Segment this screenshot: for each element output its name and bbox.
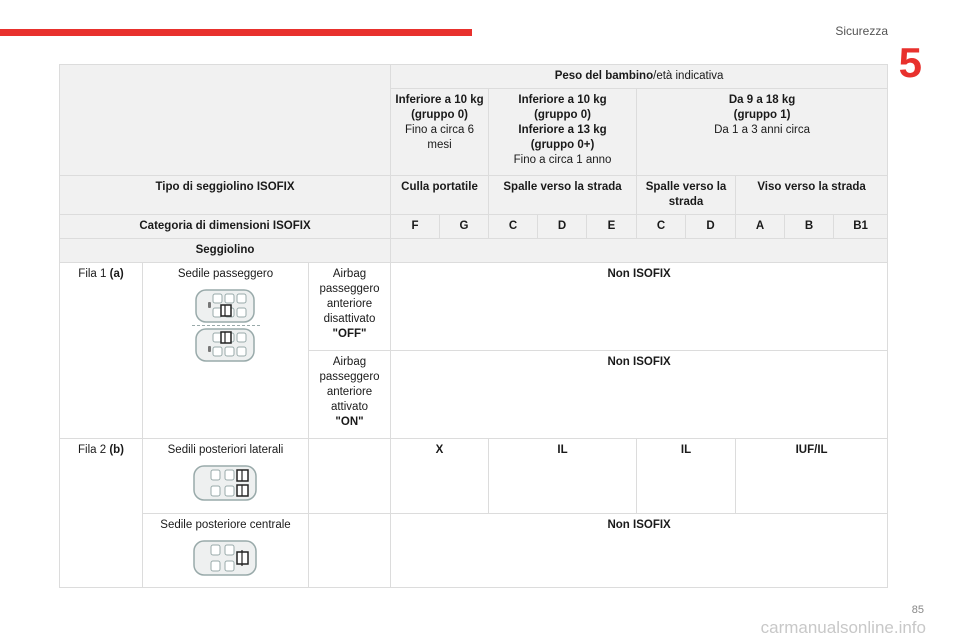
blank-corner-cell	[60, 65, 391, 176]
size-category-value: D	[686, 215, 736, 239]
car-rear-center-icon	[193, 540, 259, 576]
row1-airbag-off	[60, 263, 888, 351]
weight-title-rest: /età indicativa	[653, 70, 724, 82]
size-category-label: Categoria di dimensioni ISOFIX	[60, 215, 391, 239]
weight-group-line: Inferiore a 10 kg	[395, 94, 484, 106]
size-category-value: G	[440, 215, 489, 239]
size-category-value: B	[785, 215, 834, 239]
rear-central-label: Sedile posteriore centrale	[160, 519, 291, 531]
size-category-value: B1	[834, 215, 888, 239]
weight-group-age: Da 1 a 3 anni circa	[714, 124, 811, 136]
airbag-on-cell	[309, 351, 391, 439]
chapter-number: 5	[898, 39, 922, 86]
page-number: 85	[911, 604, 924, 616]
weight-title-row	[60, 65, 888, 89]
empty-airbag-cell	[309, 439, 391, 514]
weight-group-line: Inferiore a 10 kg	[518, 94, 607, 106]
car-front-seat-icon	[195, 328, 257, 362]
car-front-seat-icon	[195, 289, 257, 323]
seat-header-row	[60, 239, 888, 263]
weight-group-line: (gruppo 0)	[411, 109, 468, 121]
seat-type-label: Tipo di seggiolino ISOFIX	[60, 176, 391, 215]
airbag-off-state: "OFF"	[332, 328, 367, 340]
weight-title-bold: Peso del bambino	[554, 70, 654, 82]
row2-central	[60, 514, 888, 588]
dashed-separator	[192, 325, 260, 326]
seat-header-blank	[391, 239, 888, 263]
row2-lateral	[60, 439, 888, 514]
row1-off-result: Non ISOFIX	[391, 263, 888, 351]
weight-group-age: Fino a circa 6 mesi	[405, 124, 475, 151]
seat-type-value: Spalle verso la strada	[637, 176, 736, 215]
row-tag: (a)	[109, 268, 124, 280]
rear-lateral-value: IL	[637, 439, 736, 514]
weight-group-line: (gruppo 1)	[733, 109, 791, 121]
empty-airbag-cell	[309, 514, 391, 588]
header-red-bar	[0, 29, 472, 36]
rear-lateral-value: IL	[489, 439, 637, 514]
passenger-seat-cell	[143, 263, 309, 439]
size-category-value: F	[391, 215, 440, 239]
row-prefix: Fila 2	[77, 444, 110, 456]
row1-label	[60, 263, 143, 439]
airbag-off-text: Airbag passeggero anteriore disattivato	[319, 268, 380, 325]
car-rear-lateral-icon	[193, 465, 259, 501]
size-category-row	[60, 215, 888, 239]
seat-type-row	[60, 176, 888, 215]
rear-central-cell	[143, 514, 309, 588]
seat-type-value: Viso verso la strada	[736, 176, 888, 215]
weight-group-cell	[489, 89, 637, 176]
row1-on-result: Non ISOFIX	[391, 351, 888, 439]
weight-group-cell	[637, 89, 888, 176]
size-category-value: E	[587, 215, 637, 239]
weight-title-cell	[391, 65, 888, 89]
row-prefix: Fila 1	[78, 268, 110, 280]
passenger-seat-label: Sedile passeggero	[177, 268, 274, 280]
rear-central-result: Non ISOFIX	[391, 514, 888, 588]
seat-type-value: Culla portatile	[391, 176, 489, 215]
rear-lateral-label: Sedili posteriori laterali	[167, 444, 284, 456]
row-tag: (b)	[109, 444, 124, 456]
size-category-value: A	[736, 215, 785, 239]
size-category-value: C	[637, 215, 686, 239]
isofix-table	[59, 64, 888, 588]
airbag-off-cell	[309, 263, 391, 351]
weight-group-line: (gruppo 0)	[534, 109, 591, 121]
watermark: carmanualsonline.info	[760, 618, 926, 637]
weight-group-cell	[391, 89, 489, 176]
weight-group-age: Fino a circa 1 anno	[513, 154, 612, 166]
size-category-value: C	[489, 215, 538, 239]
rear-lateral-cell	[143, 439, 309, 514]
rear-lateral-value: IUF/IL	[736, 439, 888, 514]
rear-lateral-value: X	[391, 439, 489, 514]
seat-type-value: Spalle verso la strada	[489, 176, 637, 215]
row2-label	[60, 439, 143, 588]
size-category-value: D	[538, 215, 587, 239]
weight-group-line: Inferiore a 13 kg	[518, 124, 607, 136]
weight-group-line: (gruppo 0+)	[530, 139, 595, 151]
seat-header-cell: Seggiolino	[60, 239, 391, 263]
airbag-on-state: "ON"	[335, 416, 364, 428]
airbag-on-text: Airbag passeggero anteriore attivato	[319, 356, 380, 413]
section-title: Sicurezza	[835, 24, 888, 38]
weight-group-line: Da 9 a 18 kg	[728, 94, 796, 106]
